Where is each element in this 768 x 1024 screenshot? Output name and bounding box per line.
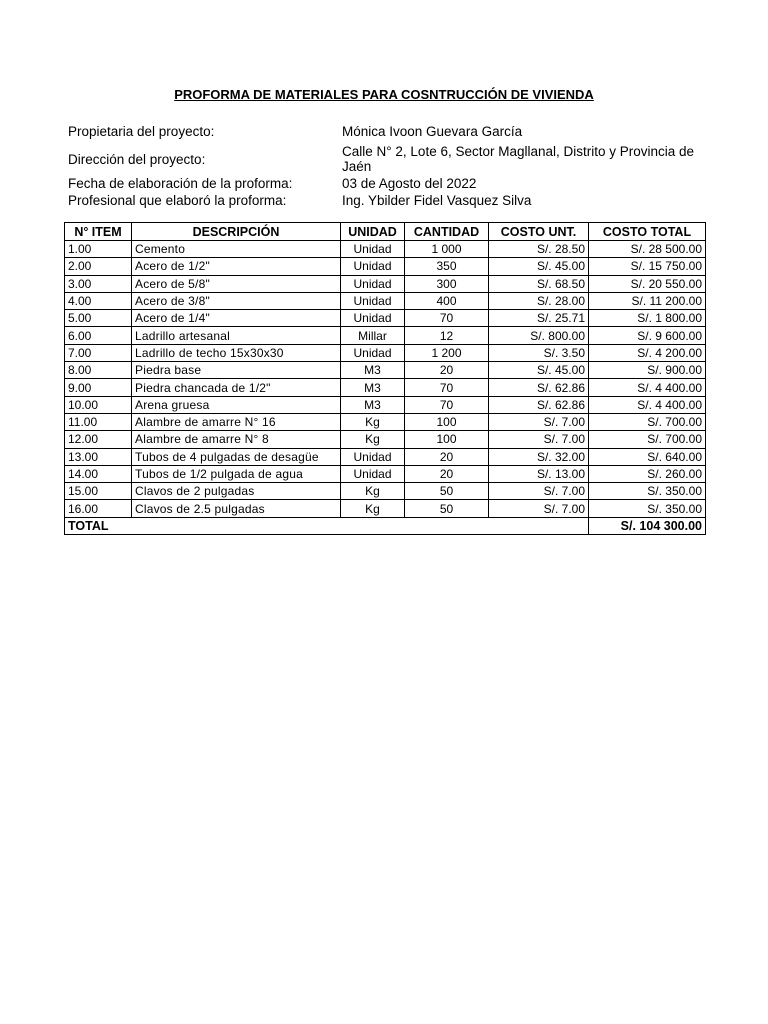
cell-total-cost: S/. 700.00 [589, 431, 706, 448]
header-item: N° ITEM [65, 223, 132, 241]
cell-unit-cost: S/. 7.00 [489, 413, 589, 430]
cell-quantity: 50 [405, 483, 489, 500]
cell-unit: Unidad [341, 258, 405, 275]
info-row-address [68, 142, 708, 175]
cell-unit: Unidad [341, 241, 405, 258]
cell-unit-cost: S/. 800.00 [489, 327, 589, 344]
cell-quantity: 70 [405, 396, 489, 413]
cell-description: Piedra chancada de 1/2" [132, 379, 341, 396]
cell-quantity: 20 [405, 448, 489, 465]
table-row [65, 292, 706, 309]
cell-description: Tubos de 4 pulgadas de desagüe [132, 448, 341, 465]
cell-item: 7.00 [65, 344, 132, 361]
cell-total-cost: S/. 20 550.00 [589, 275, 706, 292]
cell-total-cost: S/. 15 750.00 [589, 258, 706, 275]
table-row [65, 413, 706, 430]
cell-item: 16.00 [65, 500, 132, 517]
table-row [65, 258, 706, 275]
cell-description: Cemento [132, 241, 341, 258]
cell-total-cost: S/. 1 800.00 [589, 310, 706, 327]
cell-unit-cost: S/. 68.50 [489, 275, 589, 292]
cell-total-cost: S/. 11 200.00 [589, 292, 706, 309]
cell-total-cost: S/. 4 400.00 [589, 379, 706, 396]
cell-unit: Millar [341, 327, 405, 344]
total-value: S/. 104 300.00 [589, 517, 706, 534]
cell-item: 9.00 [65, 379, 132, 396]
document-title-text: PROFORMA DE MATERIALES PARA COSNTRUCCIÓN DE VIVIENDA [174, 87, 594, 102]
cell-quantity: 100 [405, 431, 489, 448]
cell-item: 15.00 [65, 483, 132, 500]
cell-unit-cost: S/. 62.86 [489, 379, 589, 396]
table-row [65, 465, 706, 482]
cell-total-cost: S/. 260.00 [589, 465, 706, 482]
cell-quantity: 100 [405, 413, 489, 430]
table-row [65, 241, 706, 258]
cell-description: Alambre de amarre N° 16 [132, 413, 341, 430]
info-row-owner [68, 121, 708, 142]
info-row-professional [68, 192, 708, 209]
cell-description: Acero de 3/8" [132, 292, 341, 309]
table-row [65, 327, 706, 344]
cell-description: Acero de 1/4" [132, 310, 341, 327]
cell-item: 4.00 [65, 292, 132, 309]
info-label: Propietaria del proyecto: [68, 124, 215, 139]
cell-quantity: 50 [405, 500, 489, 517]
cell-total-cost: S/. 350.00 [589, 483, 706, 500]
cell-item: 8.00 [65, 362, 132, 379]
cell-unit-cost: S/. 32.00 [489, 448, 589, 465]
info-label: Profesional que elaboró la proforma: [68, 193, 287, 208]
cell-unit: Kg [341, 413, 405, 430]
header-description: DESCRIPCIÓN [132, 223, 341, 241]
header-quantity: CANTIDAD [405, 223, 489, 241]
cell-total-cost: S/. 4 400.00 [589, 396, 706, 413]
info-row-date [68, 175, 708, 192]
header-unit-cost: COSTO UNT. [489, 223, 589, 241]
cell-unit-cost: S/. 7.00 [489, 483, 589, 500]
info-label: Dirección del proyecto: [68, 151, 206, 167]
cell-description: Tubos de 1/2 pulgada de agua [132, 465, 341, 482]
table-row [65, 448, 706, 465]
header-unit: UNIDAD [341, 223, 405, 241]
cell-unit: Unidad [341, 344, 405, 361]
cell-description: Clavos de 2.5 pulgadas [132, 500, 341, 517]
table-row [65, 483, 706, 500]
table-row [65, 396, 706, 413]
total-label: TOTAL [65, 517, 589, 534]
table-total-row [65, 517, 706, 534]
cell-item: 3.00 [65, 275, 132, 292]
cell-quantity: 400 [405, 292, 489, 309]
table-row [65, 379, 706, 396]
cell-quantity: 12 [405, 327, 489, 344]
cell-quantity: 1 200 [405, 344, 489, 361]
cell-description: Clavos de 2 pulgadas [132, 483, 341, 500]
project-info [68, 121, 708, 209]
cell-quantity: 350 [405, 258, 489, 275]
table-body [65, 241, 706, 518]
cell-unit-cost: S/. 45.00 [489, 258, 589, 275]
cell-total-cost: S/. 28 500.00 [589, 241, 706, 258]
cell-description: Alambre de amarre N° 8 [132, 431, 341, 448]
cell-quantity: 300 [405, 275, 489, 292]
cell-item: 6.00 [65, 327, 132, 344]
cell-unit: M3 [341, 396, 405, 413]
table-row [65, 500, 706, 517]
cell-description: Arena gruesa [132, 396, 341, 413]
table-row [65, 275, 706, 292]
cell-item: 5.00 [65, 310, 132, 327]
cell-unit-cost: S/. 7.00 [489, 500, 589, 517]
cell-quantity: 70 [405, 379, 489, 396]
cell-description: Ladrillo de techo 15x30x30 [132, 344, 341, 361]
cell-unit: Unidad [341, 275, 405, 292]
document-title [0, 87, 768, 102]
table-header-row [65, 223, 706, 241]
cell-unit: Unidad [341, 310, 405, 327]
info-value: Mónica Ivoon Guevara García [342, 124, 523, 139]
cell-description: Acero de 5/8" [132, 275, 341, 292]
cell-unit: Kg [341, 500, 405, 517]
cell-quantity: 70 [405, 310, 489, 327]
cell-quantity: 20 [405, 362, 489, 379]
cell-unit: Unidad [341, 292, 405, 309]
cell-unit: M3 [341, 379, 405, 396]
header-total-cost: COSTO TOTAL [589, 223, 706, 241]
materials-table [64, 222, 706, 535]
info-label: Fecha de elaboración de la proforma: [68, 176, 293, 191]
cell-unit-cost: S/. 13.00 [489, 465, 589, 482]
info-value: Ing. Ybilder Fidel Vasquez Silva [342, 193, 532, 208]
cell-total-cost: S/. 700.00 [589, 413, 706, 430]
cell-item: 14.00 [65, 465, 132, 482]
cell-unit: M3 [341, 362, 405, 379]
cell-item: 12.00 [65, 431, 132, 448]
cell-description: Acero de 1/2" [132, 258, 341, 275]
cell-total-cost: S/. 640.00 [589, 448, 706, 465]
info-value: 03 de Agosto del 2022 [342, 176, 477, 191]
cell-description: Piedra base [132, 362, 341, 379]
cell-unit: Unidad [341, 448, 405, 465]
cell-total-cost: S/. 9 600.00 [589, 327, 706, 344]
table-row [65, 344, 706, 361]
cell-unit: Kg [341, 483, 405, 500]
cell-item: 2.00 [65, 258, 132, 275]
cell-unit-cost: S/. 7.00 [489, 431, 589, 448]
cell-item: 13.00 [65, 448, 132, 465]
cell-unit-cost: S/. 28.00 [489, 292, 589, 309]
cell-unit-cost: S/. 25.71 [489, 310, 589, 327]
cell-item: 10.00 [65, 396, 132, 413]
info-value: Calle N° 2, Lote 6, Sector Magllanal, Distrito y Provincia de Jaén [342, 144, 695, 174]
cell-unit-cost: S/. 28.50 [489, 241, 589, 258]
cell-unit-cost: S/. 62.86 [489, 396, 589, 413]
table-row [65, 362, 706, 379]
cell-unit: Unidad [341, 465, 405, 482]
cell-quantity: 20 [405, 465, 489, 482]
cell-item: 11.00 [65, 413, 132, 430]
cell-description: Ladrillo artesanal [132, 327, 341, 344]
table-row [65, 310, 706, 327]
cell-total-cost: S/. 350.00 [589, 500, 706, 517]
cell-quantity: 1 000 [405, 241, 489, 258]
cell-unit-cost: S/. 45.00 [489, 362, 589, 379]
cell-unit-cost: S/. 3.50 [489, 344, 589, 361]
cell-total-cost: S/. 900.00 [589, 362, 706, 379]
cell-item: 1.00 [65, 241, 132, 258]
cell-total-cost: S/. 4 200.00 [589, 344, 706, 361]
table-row [65, 431, 706, 448]
cell-unit: Kg [341, 431, 405, 448]
